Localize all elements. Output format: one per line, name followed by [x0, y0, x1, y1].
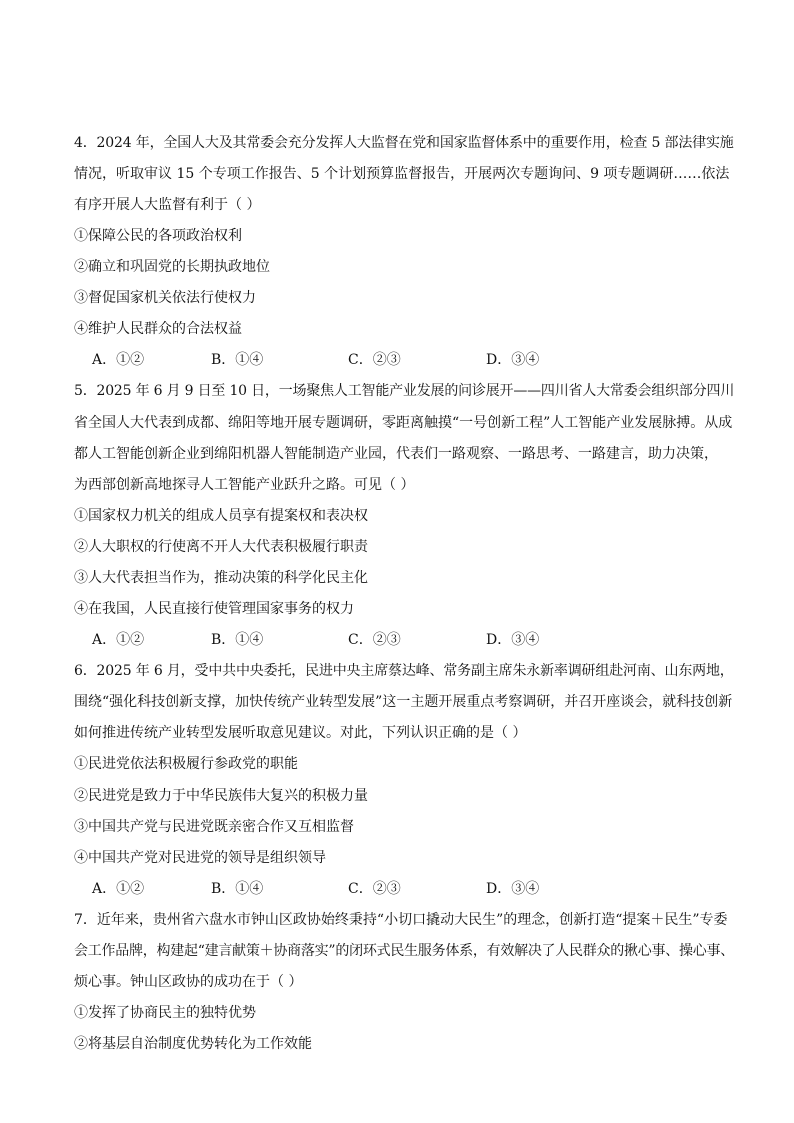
- q6-option-b: B．①④: [211, 881, 264, 897]
- q5-option-a: A．①②: [92, 632, 145, 648]
- q5-item-1: ①国家权力机关的组成人员享有提案权和表决权: [74, 508, 368, 524]
- q4-option-d: D．③④: [486, 352, 540, 368]
- q6-item-4: ④中国共产党对民进党的领导是组织领导: [74, 850, 326, 866]
- q5-stem-line-2: 省全国人大代表到成都、绵阳等地开展专题调研，零距离触摸“一号创新工程”人工智能产业发展脉搏。从成: [74, 415, 733, 431]
- q4-options: [92, 350, 712, 370]
- q5-stem-line-1: 5．2025 年 6 月 9 日至 10 日，一场聚焦人工智能产业发展的问诊展开——四川省人大常委会组织部分四川: [74, 383, 735, 399]
- q6-options: [92, 879, 712, 899]
- q6-option-c: C．②③: [348, 881, 401, 897]
- q5-option-d: D．③④: [486, 632, 540, 648]
- q6-stem-line-2: 围绕“强化科技创新支撑，加快传统产业转型发展”这一主题开展重点考察调研，并召开座谈会，就科技创新: [74, 694, 733, 710]
- q6-option-d: D．③④: [486, 881, 540, 897]
- q6-item-3: ③中国共产党与民进党既亲密合作又互相监督: [74, 819, 354, 835]
- q6-stem-line-3: 如何推进传统产业转型发展听取意见建议。对此，下列认识正确的是（ ）: [74, 725, 527, 741]
- q4-item-3: ③督促国家机关依法行使权力: [74, 290, 256, 306]
- q6-stem-line-1: 6．2025 年 6 月，受中共中央委托，民进中央主席蔡达峰、常务副主席朱永新率调研组赴河南、山东两地，: [74, 663, 734, 679]
- q5-item-3: ③人大代表担当作为，推动决策的科学化民主化: [74, 570, 368, 586]
- q4-item-2: ②确立和巩固党的长期执政地位: [74, 259, 270, 275]
- q7-item-2: ②将基层自治制度优势转化为工作效能: [74, 1036, 312, 1052]
- q5-item-4: ④在我国，人民直接行使管理国家事务的权力: [74, 601, 354, 617]
- q6-item-2: ②民进党是致力于中华民族伟大复兴的积极力量: [74, 788, 368, 804]
- q6-option-a: A．①②: [92, 881, 145, 897]
- q6-item-1: ①民进党依法积极履行参政党的职能: [74, 756, 298, 772]
- q5-option-c: C．②③: [348, 632, 401, 648]
- q7-item-1: ①发挥了协商民主的独特优势: [74, 1005, 256, 1021]
- q5-option-b: B．①④: [211, 632, 264, 648]
- q5-stem-line-3: 都人工智能创新企业到绵阳机器人智能制造产业园，代表们一路观察、一路思考、一路建言，助力决策，: [74, 446, 718, 462]
- q5-item-2: ②人大职权的行使离不开人大代表积极履行职责: [74, 539, 368, 555]
- q4-item-1: ①保障公民的各项政治权利: [74, 228, 242, 244]
- q5-stem-line-4: 为西部创新高地探寻人工智能产业跃升之路。可见（ ）: [74, 477, 415, 493]
- q4-stem-line-1: 4．2024 年，全国人大及其常委会充分发挥人大监督在党和国家监督体系中的重要作用，检查 5 部法律实施: [74, 135, 734, 151]
- q7-stem-line-2: 会工作品牌，构建起“建言献策＋协商落实”的闭环式民生服务体系，有效解决了人民群众的揪心事、操心事、: [74, 943, 735, 959]
- q7-stem-line-3: 烦心事。钟山区政协的成功在于（ ）: [74, 974, 303, 990]
- q4-stem-line-3: 有序开展人大监督有利于（ ）: [74, 197, 261, 213]
- q4-stem-line-2: 情况，听取审议 15 个专项工作报告、5 个计划预算监督报告，开展两次专题询问、9 项专题调研……依法: [74, 166, 730, 182]
- q4-option-a: A．①②: [92, 352, 145, 368]
- q4-item-4: ④维护人民群众的合法权益: [74, 321, 242, 337]
- q7-stem-line-1: 7．近年来，贵州省六盘水市钟山区政协始终秉持“小切口撬动大民生”的理念，创新打造“提案＋民生”专委: [74, 912, 728, 928]
- q4-option-c: C．②③: [348, 352, 401, 368]
- q4-option-b: B．①④: [211, 352, 264, 368]
- q5-options: [92, 630, 712, 650]
